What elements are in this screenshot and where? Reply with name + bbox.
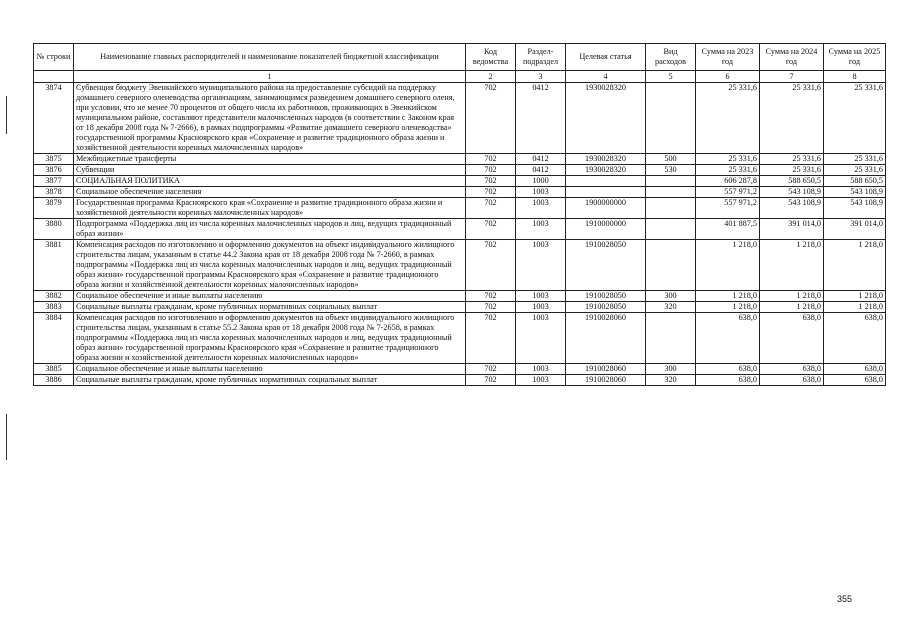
table-row [34,313,886,364]
row-name: Социальное обеспечение населения [74,187,466,198]
table-row [34,291,886,302]
row-number: 3881 [34,240,74,291]
sum-2024: 638,0 [760,364,824,375]
row-number: 3874 [34,83,74,154]
row-name: Социальные выплаты гражданам, кроме публичных нормативных социальных выплат [74,375,466,386]
section-code: 0412 [516,165,566,176]
target-item: 1910028060 [566,313,646,364]
dept-code: 702 [466,83,516,154]
dept-code: 702 [466,302,516,313]
header-cell: Раздел-подраздел [516,44,566,71]
dept-code: 702 [466,176,516,187]
sum-2023: 557 971,2 [696,198,760,219]
expense-type: 300 [646,291,696,302]
section-code: 0412 [516,83,566,154]
section-code: 1003 [516,313,566,364]
target-item: 1910028050 [566,240,646,291]
target-item: 1930028320 [566,154,646,165]
table-row [34,154,886,165]
column-number: 8 [824,71,886,83]
row-number: 3878 [34,187,74,198]
table-row [34,187,886,198]
sum-2024: 25 331,6 [760,165,824,176]
sum-2025: 588 650,5 [824,176,886,187]
expense-type: 530 [646,165,696,176]
dept-code: 702 [466,313,516,364]
sum-2025: 638,0 [824,313,886,364]
expense-type [646,240,696,291]
sum-2024: 25 331,6 [760,154,824,165]
target-item: 1910028050 [566,302,646,313]
expense-type [646,83,696,154]
sum-2024: 1 218,0 [760,240,824,291]
header-cell: Сумма на 2024 год [760,44,824,71]
section-code: 1000 [516,176,566,187]
row-name: Социальное обеспечение и иные выплаты населению [74,364,466,375]
dept-code: 702 [466,375,516,386]
column-number: 3 [516,71,566,83]
header-cell: Наименование главных распорядителей и наименование показателей бюджетной классификации [74,44,466,71]
sum-2023: 1 218,0 [696,291,760,302]
dept-code: 702 [466,154,516,165]
column-number: 1 [74,71,466,83]
row-number: 3884 [34,313,74,364]
expense-type: 500 [646,154,696,165]
table-row [34,375,886,386]
sum-2025: 1 218,0 [824,291,886,302]
table-row [34,165,886,176]
table-row [34,302,886,313]
page-number: 355 [836,594,852,604]
sum-2023: 638,0 [696,375,760,386]
row-number: 3885 [34,364,74,375]
sum-2025: 543 108,9 [824,198,886,219]
section-code: 1003 [516,198,566,219]
section-code: 1003 [516,364,566,375]
target-item: 1930028320 [566,83,646,154]
target-item [566,187,646,198]
expense-type [646,198,696,219]
row-name: Подпрограмма «Поддержка лиц из числа коренных малочисленных народов и лиц, ведущих традиционный образ жизни» [74,219,466,240]
header-cell: № строки [34,44,74,71]
section-code: 1003 [516,291,566,302]
table-row [34,364,886,375]
expense-type [646,313,696,364]
column-number: 2 [466,71,516,83]
sum-2023: 25 331,6 [696,83,760,154]
row-name: Компенсация расходов по изготовлению и оформлению документов на объект индивидуального жилищного строительства лицам, указанным в статье 44.2 Закона края от 18 декабря 2008 года № 7-2660, в рамках подпрограммы «Поддержка лиц из числа коренных малочисленных народов и лиц, ведущих традиционный образ жизни» государственной программы Красноярского края «Сохранение и развитие традиционного образа жизни и хозяйственной деятельности коренных малочисленных народов» [74,240,466,291]
header-cell: Вид расходов [646,44,696,71]
margin-mark-top [6,96,7,134]
table-row [34,240,886,291]
sum-2025: 25 331,6 [824,154,886,165]
expense-type: 320 [646,302,696,313]
sum-2023: 1 218,0 [696,240,760,291]
header-cell: Сумма на 2023 год [696,44,760,71]
column-number-row [34,71,886,83]
row-number: 3886 [34,375,74,386]
table-row [34,219,886,240]
sum-2023: 25 331,6 [696,165,760,176]
sum-2024: 588 650,5 [760,176,824,187]
row-number: 3882 [34,291,74,302]
column-number: 4 [566,71,646,83]
sum-2024: 543 108,9 [760,198,824,219]
sum-2024: 25 331,6 [760,83,824,154]
sum-2025: 638,0 [824,375,886,386]
section-code: 1003 [516,375,566,386]
table-row [34,176,886,187]
header-row [34,44,886,71]
dept-code: 702 [466,291,516,302]
target-item: 1900000000 [566,198,646,219]
column-number: 7 [760,71,824,83]
dept-code: 702 [466,219,516,240]
target-item: 1910028050 [566,291,646,302]
column-number: 5 [646,71,696,83]
section-code: 0412 [516,154,566,165]
expense-type [646,187,696,198]
section-code: 1003 [516,219,566,240]
row-number: 3883 [34,302,74,313]
sum-2024: 391 014,0 [760,219,824,240]
column-number-blank [34,71,74,83]
target-item [566,176,646,187]
row-number: 3875 [34,154,74,165]
sum-2025: 1 218,0 [824,302,886,313]
table-row [34,198,886,219]
expense-type [646,176,696,187]
sum-2025: 543 108,9 [824,187,886,198]
sum-2025: 25 331,6 [824,165,886,176]
dept-code: 702 [466,364,516,375]
sum-2024: 1 218,0 [760,302,824,313]
row-number: 3876 [34,165,74,176]
dept-code: 702 [466,165,516,176]
target-item: 1910000000 [566,219,646,240]
margin-mark-bottom [6,414,7,460]
expense-type: 300 [646,364,696,375]
row-name: СОЦИАЛЬНАЯ ПОЛИТИКА [74,176,466,187]
sum-2023: 25 331,6 [696,154,760,165]
expense-type: 320 [646,375,696,386]
sum-2023: 1 218,0 [696,302,760,313]
column-number: 6 [696,71,760,83]
sum-2025: 25 331,6 [824,83,886,154]
target-item: 1910028060 [566,364,646,375]
row-name: Субвенция бюджету Эвенкийского муниципального района на предоставление субсидий на поддержку домашнего северного оленеводства организациям, занимающимся разведением домашнего северного оленя, при условии, что не менее 70 процентов от общего числа их работников, проживающих в Эвенкийском муниципальном районе, составляют представители малочисленных народов (в соответствии с Законом края от 18 декабря 2008 года № 7-2666), в рамках подпрограммы «Развитие домашнего северного оленеводства» государственной программы Красноярского края «Сохранение и развитие традиционного образа жизни и хозяйственной деятельности коренных малочисленных народов» [74,83,466,154]
expense-type [646,219,696,240]
sum-2024: 1 218,0 [760,291,824,302]
budget-table [33,43,886,386]
sum-2025: 1 218,0 [824,240,886,291]
sum-2024: 638,0 [760,375,824,386]
row-name: Социальное обеспечение и иные выплаты населению [74,291,466,302]
dept-code: 702 [466,240,516,291]
table-row [34,83,886,154]
sum-2025: 391 014,0 [824,219,886,240]
sum-2023: 606 287,8 [696,176,760,187]
row-name: Государственная программа Красноярского края «Сохранение и развитие традиционного образа жизни и хозяйственной деятельности коренных малочисленных народов» [74,198,466,219]
row-number: 3879 [34,198,74,219]
target-item: 1930028320 [566,165,646,176]
sum-2025: 638,0 [824,364,886,375]
section-code: 1003 [516,240,566,291]
row-name: Субвенции [74,165,466,176]
section-code: 1003 [516,302,566,313]
target-item: 1910028060 [566,375,646,386]
header-cell: Код ведомства [466,44,516,71]
sum-2024: 638,0 [760,313,824,364]
sum-2023: 638,0 [696,364,760,375]
row-number: 3880 [34,219,74,240]
sum-2023: 401 887,5 [696,219,760,240]
section-code: 1003 [516,187,566,198]
dept-code: 702 [466,198,516,219]
header-cell: Целевая статья [566,44,646,71]
dept-code: 702 [466,187,516,198]
row-number: 3877 [34,176,74,187]
row-name: Компенсация расходов по изготовлению и оформлению документов на объект индивидуального жилищного строительства лицам, указанным в статье 55.2 Закона края от 18 декабря 2008 года № 7-2658, в рамках подпрограммы «Поддержка лиц из числа коренных малочисленных народов и лиц, ведущих традиционный образ жизни» государственной программы Красноярского края «Сохранение и развитие традиционного образа жизни и хозяйственной деятельности коренных малочисленных народов» [74,313,466,364]
row-name: Межбюджетные трансферты [74,154,466,165]
header-cell: Сумма на 2025 год [824,44,886,71]
row-name: Социальные выплаты гражданам, кроме публичных нормативных социальных выплат [74,302,466,313]
sum-2024: 543 108,9 [760,187,824,198]
sum-2023: 557 971,2 [696,187,760,198]
sum-2023: 638,0 [696,313,760,364]
